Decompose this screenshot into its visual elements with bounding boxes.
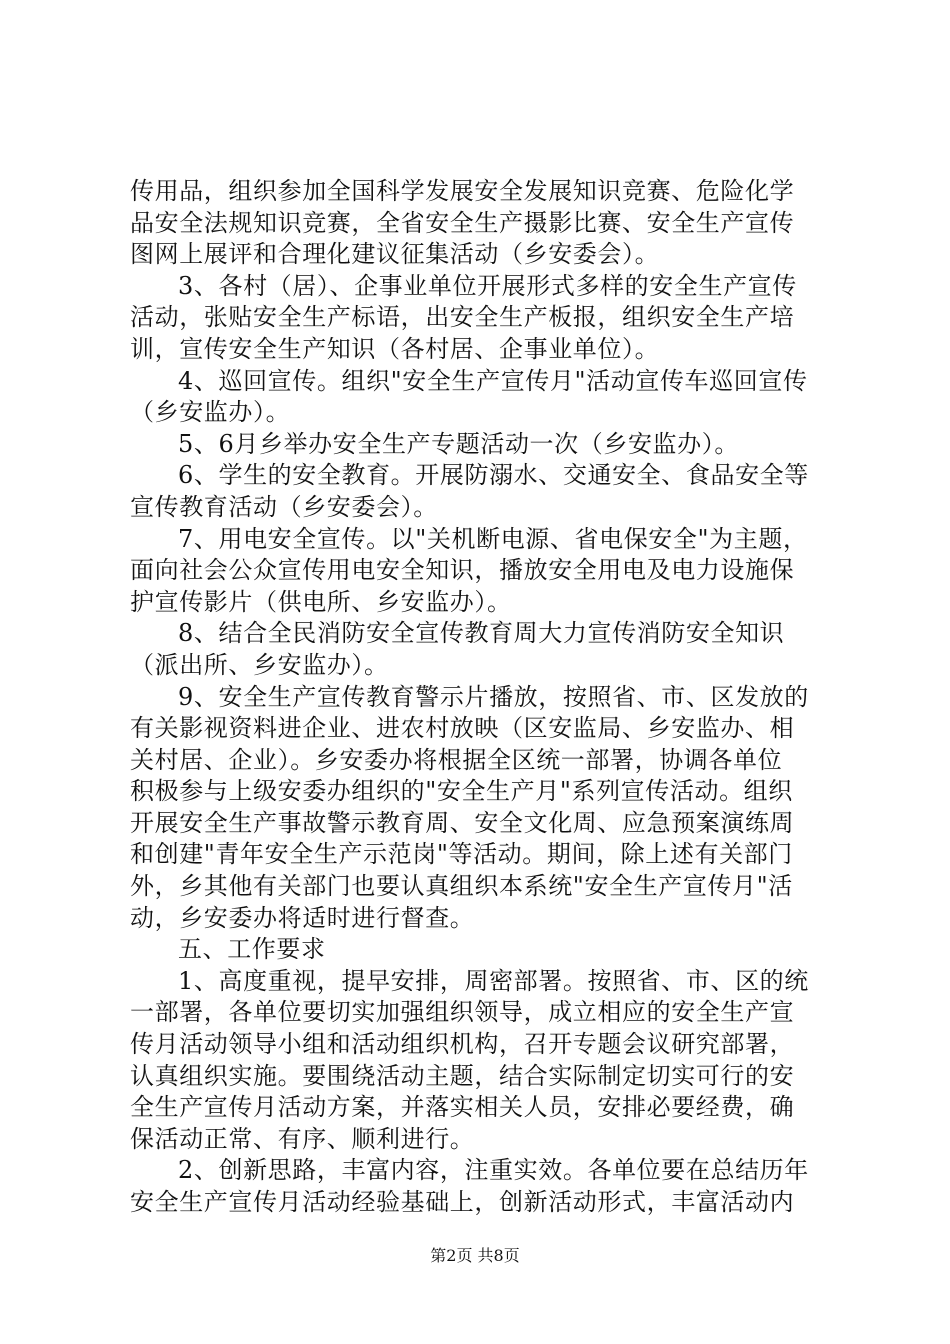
text-line: 护宣传影片（供电所、乡安监办）。 [130,587,512,616]
text-line: 面向社会公众宣传用电安全知识，播放安全用电及电力设施保 [130,556,795,585]
text-line: 和创建"青年安全生产示范岗"等活动。期间，除上述有关部门 [130,840,793,869]
text-line: 关村居、企业）。乡安委办将根据全区统一部署，协调各单位 [130,745,783,774]
page-footer [0,1243,950,1266]
text-line: 品安全法规知识竞赛，全省安全生产摄影比赛、安全生产宣传 [130,208,795,237]
text-line: 全生产宣传月活动方案，并落实相关人员，安排必要经费，确 [130,1093,795,1122]
text-line: 外，乡其他有关部门也要认真组织本系统"安全生产宣传月"活 [130,872,793,901]
text-line: 4、巡回宣传。组织"安全生产宣传月"活动宣传车巡回宣传 [178,366,808,395]
text-line: 开展安全生产事故警示教育周、安全文化周、应急预案演练周 [130,808,795,837]
text-line: 传用品，组织参加全国科学发展安全发展知识竞赛、危险化学 [130,177,795,205]
document-body [130,176,830,1219]
text-line: 五、工作要求 [178,935,326,964]
text-line: 动，乡安委办将适时进行督查。 [130,903,475,932]
text-line: 训，宣传安全生产知识（各村居、企事业单位）。 [130,334,660,363]
text-line: 8、结合全民消防安全宣传教育周大力宣传消防安全知识 [178,619,785,648]
text-line: 宣传教育活动（乡安委会）。 [130,492,438,521]
text-line: 有关影视资料进企业、进农村放映（区安监局、乡安监办、相 [130,714,795,743]
text-line: 认真组织实施。要围绕活动主题，结合实际制定切实可行的安 [130,1061,795,1090]
text-line: 3、各村（居）、企事业单位开展形式多样的安全生产宣传 [178,271,797,300]
text-line: 5、6月乡举办安全生产专题活动一次（乡安监办）。 [178,429,739,458]
text-line: 活动，张贴安全生产标语，出安全生产板报，组织安全生产培 [130,303,795,332]
text-line: 2、创新思路，丰富内容，注重实效。各单位要在总结历年 [178,1156,809,1185]
text-line: （派出所、乡安监办）。 [130,650,389,679]
text-line: 安全生产宣传月活动经验基础上，创新活动形式，丰富活动内 [130,1188,795,1216]
text-line: 图网上展评和合理化建议征集活动（乡安委会）。 [130,240,660,269]
text-line: 1、高度重视，提早安排，周密部署。按照省、市、区的统 [178,966,809,995]
text-line: （乡安监办）。 [130,398,291,427]
text-line: 保活动正常、有序、顺利进行。 [130,1124,475,1153]
text-line: 一部署，各单位要切实加强组织领导，成立相应的安全生产宣 [130,998,795,1027]
text-line: 传月活动领导小组和活动组织机构，召开专题会议研究部署， [130,1030,795,1059]
text-line: 7、用电安全宣传。以"关机断电源、省电保安全"为主题， [178,524,808,553]
text-line: 6、学生的安全教育。开展防溺水、交通安全、食品安全等 [178,461,809,490]
text-line: 9、安全生产宣传教育警示片播放，按照省、市、区发放的 [178,682,809,711]
text-line: 积极参与上级安委办组织的"安全生产月"系列宣传活动。组织 [130,777,793,806]
page-number: 第2页 共8页 [430,1246,520,1265]
